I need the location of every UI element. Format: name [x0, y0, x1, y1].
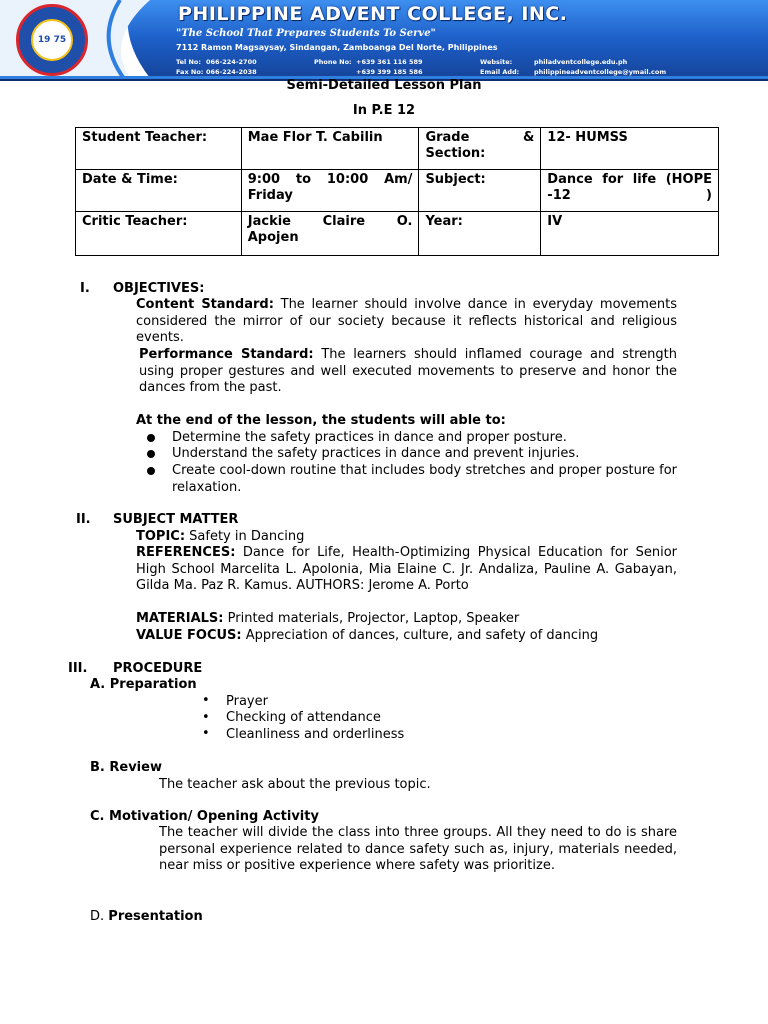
college-motto: "The School That Prepares Students To Serve" [176, 28, 436, 39]
motivation-text: The teacher will divide the class into three groups. All they need to do is share personal experience related to dance safety such as, injury, materials needed, near miss or positive experience where safety was prioritize. [159, 825, 677, 873]
website-label: Website: [480, 58, 513, 66]
subject-label: Subject: [419, 170, 541, 212]
materials-label: MATERIALS: [136, 611, 224, 626]
presentation [90, 909, 203, 926]
topic-text: Safety in Dancing [189, 529, 305, 544]
student-teacher-label: Student Teacher: [76, 128, 242, 170]
materials-text: Printed materials, Projector, Laptop, Speaker [227, 611, 520, 626]
phone-label: Phone No: [314, 58, 352, 66]
email-value[interactable]: philippineadventcollege@ymail.com [534, 68, 667, 76]
bullet-icon [147, 467, 155, 475]
subject-matter-heading: SUBJECT MATTER [113, 512, 239, 527]
procedure-numeral: III. [68, 661, 88, 676]
preparation-item: Checking of attendance [226, 710, 381, 725]
objectives-numeral: I. [80, 281, 90, 296]
subject-matter-numeral: II. [76, 512, 91, 527]
critic-teacher-label: Critic Teacher: [76, 212, 242, 256]
phone-value-1: +639 361 116 589 [356, 58, 423, 66]
phone-value-2: +639 399 185 586 [356, 68, 423, 76]
value-focus [136, 628, 598, 645]
references-text: Dance for Life, Health-Optimizing Physical Education for Senior High School Marcelita L. Apolonia, Mia Elaine C. Jr. Andaliza, Pauline A. Gabayan, Gilda Ma. Paz R. Kamus. AUTHORS: Jerome A. Porto [136, 545, 677, 593]
email-label: Email Add: [480, 68, 520, 76]
year-label: Year: [419, 212, 541, 256]
logo-seal: 19 75 [31, 19, 73, 61]
datetime-label: Date & Time: [76, 170, 242, 212]
value-focus-label: VALUE FOCUS: [136, 628, 242, 643]
table-row [76, 212, 719, 256]
content-standard-text: The learner should involve dance in everyday movements considered the mirror of our society because it reflects historical and religious events. [136, 297, 677, 345]
bullet-icon: • [202, 710, 210, 725]
performance-standard-text: The learners should inflamed courage and strength using proper gestures and well executed movements to preserve and honor the dances from the past. [139, 347, 677, 395]
preparation-label: A. Preparation [90, 677, 197, 692]
bullet-icon [147, 434, 155, 442]
topic-label: TOPIC: [136, 529, 186, 544]
document-subtitle: In P.E 12 [352, 103, 416, 118]
grade-section-label: Grade & Section: [419, 128, 541, 170]
grade-section-value: 12- HUMSS [541, 128, 719, 170]
student-teacher-value: Mae Flor T. Cabilin [241, 128, 419, 170]
objective-item: Create cool-down routine that includes body stretches and proper posture for relaxation. [172, 463, 677, 495]
tel-label: Tel No: [176, 58, 201, 66]
content-standard-label: Content Standard: [136, 297, 274, 312]
performance-standard-label: Performance Standard: [139, 347, 314, 362]
datetime-value: 9:00 to 10:00 Am/ Friday [241, 170, 419, 212]
review-text: The teacher ask about the previous topic. [159, 777, 431, 792]
bullet-icon: • [202, 726, 210, 741]
table-row [76, 170, 719, 212]
presentation-prefix: D. [90, 909, 105, 924]
bullet-icon [147, 450, 155, 458]
preparation-item: Cleanliness and orderliness [226, 727, 405, 742]
objectives-heading: OBJECTIVES: [113, 281, 205, 296]
critic-teacher-value: Jackie Claire O. Apojen [241, 212, 419, 256]
preparation-item: Prayer [226, 694, 268, 709]
motivation-label: C. Motivation/ Opening Activity [90, 809, 319, 824]
fax-value: 066-224-2038 [206, 68, 257, 76]
subject-value: Dance for life (HOPE -12 ) [541, 170, 719, 212]
year-value: IV [541, 212, 719, 256]
college-logo [16, 4, 88, 76]
topic [136, 529, 304, 546]
header-banner [0, 0, 768, 82]
document-title: Semi-Detailed Lesson Plan [286, 78, 482, 93]
table-row [76, 128, 719, 170]
procedure-heading: PROCEDURE [113, 661, 203, 676]
presentation-label: Presentation [108, 909, 203, 924]
fax-label: Fax No: [176, 68, 204, 76]
objective-item: Understand the safety practices in dance and prevent injuries. [172, 446, 580, 461]
college-address: 7112 Ramon Magsaysay, Sindangan, Zamboanga Del Norte, Philippines [176, 43, 498, 52]
references-label: REFERENCES: [136, 545, 236, 560]
end-of-lesson-heading: At the end of the lesson, the students will able to: [136, 413, 506, 428]
bullet-icon: • [202, 693, 210, 708]
value-focus-text: Appreciation of dances, culture, and safety of dancing [245, 628, 599, 643]
tel-value: 066-224-2700 [206, 58, 257, 66]
college-name: PHILIPPINE ADVENT COLLEGE, INC. [178, 3, 568, 25]
website-value[interactable]: philadventcollege.edu.ph [534, 58, 628, 66]
objective-item: Determine the safety practices in dance and proper posture. [172, 430, 567, 445]
review-label: B. Review [90, 760, 162, 775]
references [136, 545, 677, 595]
performance-standard [139, 347, 677, 397]
content-standard [136, 297, 677, 347]
lesson-info-table [75, 127, 719, 256]
materials [136, 611, 519, 628]
